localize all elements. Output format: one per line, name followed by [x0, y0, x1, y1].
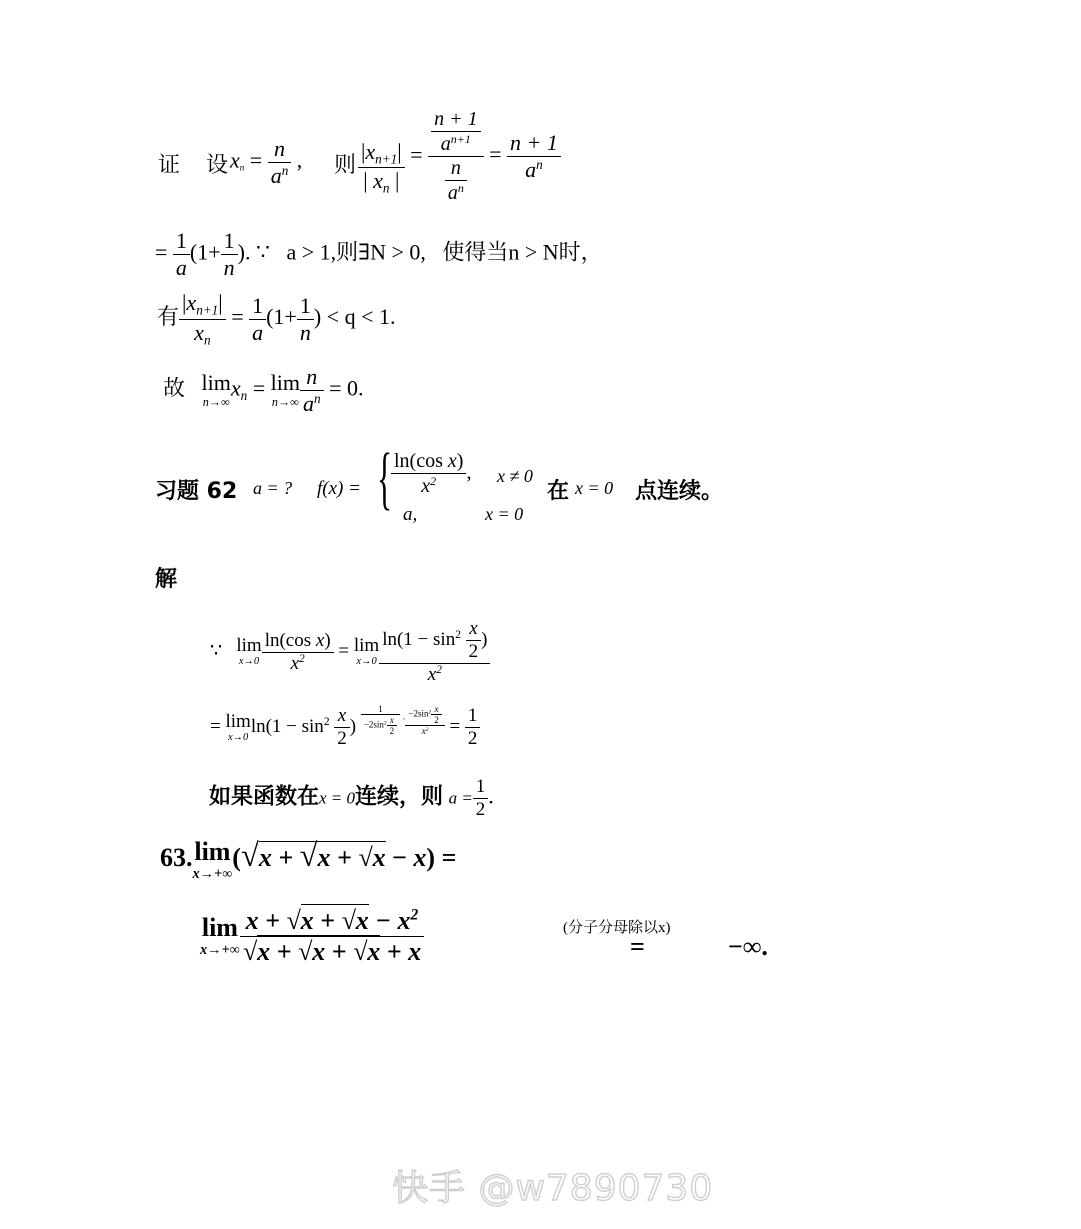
case-1: $\frac{\text{ln(cos x)}}{x^2}$ , — [391, 450, 471, 498]
solution-label: 解 — [155, 567, 178, 592]
xn-def: $x_n$ = $\frac{n}{a^n}$ , — [230, 136, 303, 188]
at-point: x = 0 — [575, 478, 614, 498]
conclusion-mid: 连续，则 — [355, 784, 444, 810]
exercise-63-note: (分子分母除以x) — [563, 920, 671, 936]
proof-line-4: 故 lim n→∞ $x_n$ = lim n→∞ $\frac{n}{a^n}$ = 0. — [163, 364, 364, 416]
half-num: 1 — [465, 705, 481, 728]
exercise-63-line-2: lim x→+∞ $\frac{x + √x + √x - x^2}{√x + √x + √x + x}$ — [200, 906, 424, 967]
zheng-label: 证 — [158, 153, 181, 178]
at-label: 在 — [547, 479, 570, 504]
exercise-63-line-1: 63. lim x→+∞ (√x + √x + √x − x) = — [160, 836, 457, 882]
she-label: 设 — [206, 153, 229, 178]
question: a = ? — [253, 478, 293, 498]
you-label: 有 — [157, 304, 180, 330]
line2-text2: 使得当n > N时， — [442, 239, 603, 265]
exercise-62-title: 习题 62 — [155, 479, 238, 504]
solution-line-1: ∵ lim x→0 $\frac{\text{ln(cos x)}}{x^2}$ = lim x→0 $\ln(1 - \sin^2$ $\frac{x}{2}$ ) $x^2$ — [210, 618, 490, 686]
case-2-condition: x = 0 — [485, 504, 524, 524]
ratio-def: $\frac{|x_{n+1}|}{| x_n |}$ = $\frac{\frac{n + 1}{a^{n+1}}}{\frac{n}{a^n}}$ = $\frac{n + 1}{a^n}$ — [358, 108, 561, 205]
proof-line-2: = $\frac{1}{a}$ (1+ $\frac{1}{n}$ ). ∵ a > 1,则∃N > 0, 使得当n > N时， — [155, 228, 603, 280]
gu-label: 故 — [163, 375, 186, 401]
watermark: 快手 @w7890730 — [392, 1168, 714, 1209]
conclusion-value: a = — [448, 788, 473, 808]
proof-line-3: 有 $\frac{|x_{n+1}|}{x_n}$ = $\frac{1}{a}$ (1+ $\frac{1}{n}$ ) < q < 1. — [157, 290, 396, 348]
continuous-label: 点连续。 — [635, 479, 724, 504]
line3-tail: < q < 1. — [326, 304, 396, 330]
line2-text: a > 1,则∃N > 0, — [286, 239, 426, 265]
ze-label: 则 — [334, 153, 357, 178]
case-2-value: a, — [403, 504, 418, 525]
brace: { — [377, 440, 393, 517]
conclusion-line: 如果函数在x = 0连续，则 a = $\frac{1}{2}$ . — [209, 776, 494, 820]
function-label: f(x) = — [317, 478, 361, 499]
exercise-63-number: 63. — [160, 843, 193, 872]
conclusion-point: x = 0 — [319, 788, 356, 808]
solution-line-2: = lim x→0 $\ln(1 - \sin^2$ $\frac{x}{2}$ ) 1 $-2\sin^2$ $\frac{x}{2}$ · $-2\sin^2$ $\frac{x}{2}$ $x^2$ = $\frac{1}{2}$ — [210, 704, 480, 750]
because-symbol: ∵ — [255, 239, 270, 265]
line4-tail: = 0. — [329, 375, 364, 401]
conclusion-pre: 如果函数在 — [209, 784, 320, 810]
exercise-63-result: −∞. — [728, 932, 768, 961]
half-den: 2 — [467, 728, 478, 750]
case-1-condition: x ≠ 0 — [497, 466, 533, 486]
equals-sign: = — [630, 932, 645, 961]
